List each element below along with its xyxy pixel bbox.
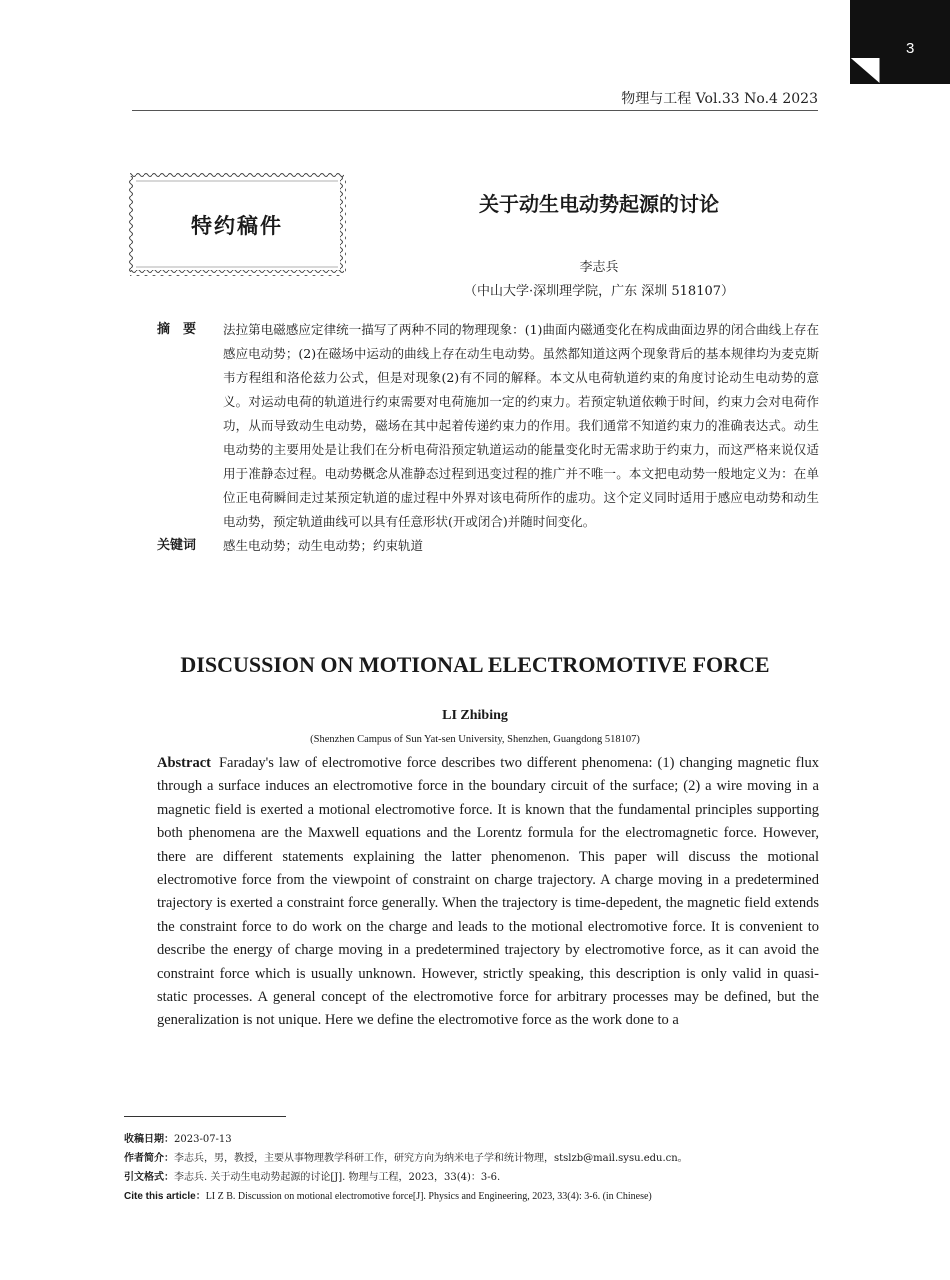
page-number: 3 bbox=[906, 40, 915, 57]
affiliation-en: (Shenzhen Campus of Sun Yat-sen University, Shenzhen, Guangdong 518107) bbox=[310, 734, 640, 745]
author-en: LI Zhibing bbox=[442, 708, 508, 723]
abstract-zh-label: 摘 要 bbox=[157, 322, 197, 337]
keywords-zh-label: 关键词 bbox=[157, 538, 197, 553]
abstract-en-label: Abstract bbox=[157, 755, 211, 771]
abstract-zh-section bbox=[157, 318, 819, 558]
header-rule bbox=[132, 110, 818, 111]
keywords-zh-row bbox=[157, 534, 819, 558]
paper-title-zh: 关于动生电动势起源的讨论 bbox=[479, 192, 719, 216]
footnote-cite-zh: 引文格式：李志兵. 关于动生电动势起源的讨论[J]. 物理与工程，2023，33(4)：3-6. bbox=[124, 1172, 501, 1183]
special-contribution-box bbox=[128, 172, 346, 276]
footnotes bbox=[124, 1130, 824, 1206]
abstract-zh-text: 法拉第电磁感应定律统一描写了两种不同的物理现象：(1)曲面内磁通变化在构成曲面边界的闭合曲线上存在感应电动势；(2)在磁场中运动的曲线上存在动生电动势。虽然都知道这两个现象背后的基本规律均为麦克斯韦方程组和洛伦兹力公式，但是对现象(2)有不同的解释。本文从电荷轨道约束的角度讨论动生电动势的意义。对运动电荷的轨道进行约束需要对电荷施加一定的约束力。若预定轨道依赖于时间，约束力会对电荷作功，从而导致动生电动势，磁场在其中起着传递约束力的作用。我们通常不知道约束力的准确表达式。动生电动势的主要用处是让我们在分析电荷沿预定轨道运动的能量变化时无需求助于约束力，而这严格来说仅适用于准静态过程。电动势概念从准静态过程到迅变过程的推广并不唯一。本文把电动势一般地定义为：在单位正电荷瞬间走过某预定轨道的虚过程中外界对该电荷所作的虚功。这个定义同时适用于感应电动势和动生电动势，预定轨道曲线可以具有任意形状(开或闭合)并随时间变化。 bbox=[223, 322, 819, 529]
page-corner-fold bbox=[850, 0, 950, 84]
footnote-rule bbox=[124, 1116, 286, 1117]
affiliation-zh: （中山大学·深圳理学院，广东 深圳 518107） bbox=[463, 284, 735, 299]
author-zh: 李志兵 bbox=[579, 260, 619, 275]
special-contribution-label: 特约稿件 bbox=[191, 214, 283, 238]
keywords-zh-text: 感生电动势；动生电动势；约束轨道 bbox=[223, 538, 424, 553]
journal-header: 物理与工程 Vol.33 No.4 2023 bbox=[621, 91, 818, 107]
abstract-en-section bbox=[157, 752, 819, 1033]
abstract-zh-row bbox=[157, 318, 819, 534]
paper-title-en: DISCUSSION ON MOTIONAL ELECTROMOTIVE FORCE bbox=[180, 652, 770, 677]
footnote-received: 收稿日期：2023-07-13 bbox=[124, 1134, 232, 1145]
footnote-cite-en: Cite this article：LI Z B. Discussion on motional electromotive force[J]. Physics and Engineering, 2023, 33(4): 3-6. (in Chinese) bbox=[124, 1191, 652, 1202]
abstract-en-text: Faraday's law of electromotive force describes two different phenomena: (1) changing magnetic flux through a surface induces an electromotive force in the boundary circuit of the surface; (2) a wire moving in a magnetic field is exerted a motional electromotive force. It is known that the fundamental principles supporting both phenomena are the Maxwell equations and the Lorentz formula for the electromagnetic force. However, there are different statements explaining the latter phenomenon. This paper will discuss the motional electromotive force from the viewpoint of constraint on charge trajectory. A charge moving in a predetermined trajectory is exerted a constraint force generally. When the trajectory is time-depedent, the magnetic field extends the constraint force to do work on the charge and leads to the motional electromotive force. It is convenient to describe the energy of charge moving in a predetermined trajectory by electromotive force, as it can avoid the constraint force which is usually unknown. However, strictly speaking, this description is only valid in quasi-static processes. A general concept of the electromotive force for arbitrary processes may be defined, but the generalization is not unique. Here we define the electromotive force as the work done to a bbox=[157, 755, 819, 1029]
footnote-author: 作者简介：李志兵，男，教授，主要从事物理教学科研工作，研究方向为纳米电子学和统计物理，stslzb@mail.sysu.edu.cn。 bbox=[124, 1153, 688, 1164]
